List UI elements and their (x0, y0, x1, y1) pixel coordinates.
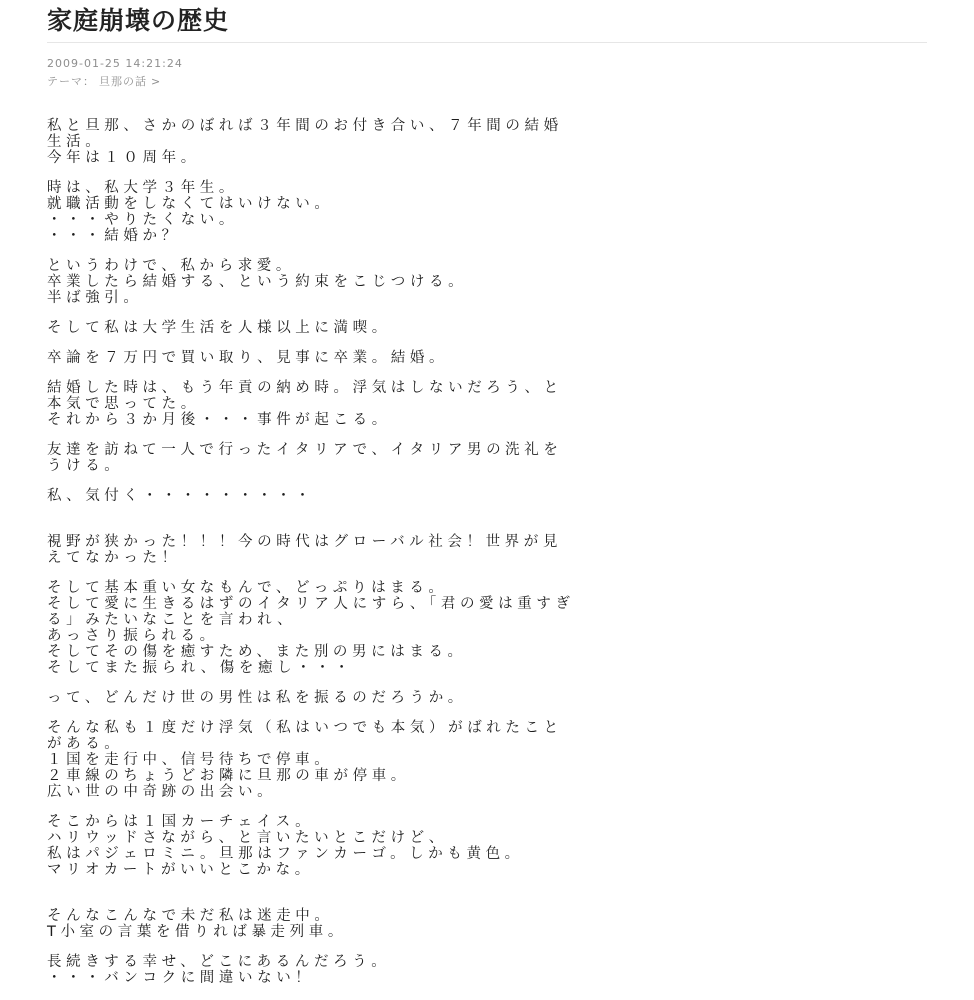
body-line: 長続きする幸せ、どこにあるんだろう。 (47, 954, 391, 970)
body-line: る」みたいなことを言われ、 (47, 612, 297, 628)
body-line: １国を走行中、信号待ちで停車。 (47, 752, 334, 768)
body-line: 広い世の中奇跡の出会い。 (47, 784, 277, 800)
body-line: えてなかった！ (47, 550, 181, 566)
body-line: うける。 (47, 458, 124, 474)
body-line: 生活。 (47, 134, 105, 150)
body-line: そしてその傷を癒すため、また別の男にはまる。 (47, 644, 467, 660)
body-paragraph (47, 720, 927, 800)
body-line: そこからは１国カーチェイス。 (47, 814, 315, 830)
body-line: 今年は１０周年。 (47, 150, 200, 166)
body-paragraph (47, 180, 927, 244)
body-paragraph (47, 954, 927, 986)
body-line: マリオカートがいいとこかな。 (47, 862, 314, 878)
theme-link[interactable]: 旦那の話 (99, 75, 147, 88)
body-paragraph (47, 320, 927, 336)
body-line: というわけで、私から求愛。 (47, 258, 296, 274)
body-line: T小室の言葉を借りれば暴走列車。 (47, 924, 347, 940)
body-line: あっさり振られる。 (47, 628, 219, 644)
entry-body (47, 118, 927, 986)
body-line: ・・・やりたくない。 (47, 212, 238, 228)
body-line: 私、気付く・・・・・・・・・ (47, 488, 315, 504)
entry-theme (47, 73, 927, 91)
body-paragraph (47, 690, 927, 706)
body-line: 時は、私大学３年生。 (47, 180, 238, 196)
body-line: 私はパジェロミニ。旦那はファンカーゴ。しかも黄色。 (47, 846, 524, 862)
blog-entry (47, 0, 927, 1000)
body-line: 視野が狭かった！！！今の時代はグローバル社会！世界が見 (47, 534, 562, 550)
body-paragraph (47, 442, 927, 474)
body-line: がある。 (47, 736, 124, 752)
body-line: 本気で思ってた。 (47, 396, 200, 412)
body-line: 結婚した時は、もう年貢の納め時。浮気はしないだろう、と (47, 380, 563, 396)
body-line: って、どんだけ世の男性は私を振るのだろうか。 (47, 690, 467, 706)
body-line: 卒業したら結婚する、という約束をこじつける。 (47, 274, 468, 290)
body-line: そして基本重い女なもんで、どっぷりはまる。 (47, 580, 448, 596)
entry-datetime: 2009-01-25 14:21:24 (47, 57, 183, 70)
body-paragraph (47, 534, 927, 566)
body-line: そんなこんなで未だ私は迷走中。 (47, 908, 334, 924)
body-line: ハリウッドさながら、と言いたいとこだけど、 (47, 830, 448, 846)
entry-title: 家庭崩壊の歴史 (47, 6, 230, 35)
body-line: 友達を訪ねて一人で行ったイタリアで、イタリア男の洗礼を (47, 442, 563, 458)
body-line: 半ば強引。 (47, 290, 143, 306)
body-line: ・・・バンコクに間違いない！ (47, 970, 315, 986)
body-paragraph (47, 488, 927, 504)
body-line: そしてまた振られ、傷を癒し・・・ (47, 660, 354, 676)
blank-line (47, 892, 927, 908)
body-line: 私と旦那、さかのぼれば３年間のお付き合い、７年間の結婚 (47, 118, 563, 134)
body-line: 就職活動をしなくてはいけない。 (47, 196, 334, 212)
theme-prefix: テーマ： (47, 75, 95, 88)
body-paragraph (47, 814, 927, 878)
body-line: そして愛に生きるはずのイタリア人にすら、「君の愛は重すぎ (47, 596, 575, 612)
body-line: そして私は大学生活を人様以上に満喫。 (47, 320, 391, 336)
entry-meta (47, 55, 927, 91)
blank-line (47, 518, 927, 534)
body-paragraph (47, 350, 927, 366)
title-divider (47, 42, 927, 43)
body-line: 卒論を７万円で買い取り、見事に卒業。結婚。 (47, 350, 449, 366)
body-line: それから３か月後・・・事件が起こる。 (47, 412, 391, 428)
body-paragraph (47, 380, 927, 428)
body-line: そんな私も１度だけ浮気（私はいつでも本気）がばれたこと (47, 720, 563, 736)
body-paragraph (47, 258, 927, 306)
body-line: ・・・結婚か？ (47, 228, 181, 244)
body-paragraph (47, 118, 927, 166)
body-paragraph (47, 580, 927, 676)
body-paragraph (47, 908, 927, 940)
body-line: ２車線のちょうどお隣に旦那の車が停車。 (47, 768, 410, 784)
chevron-right-icon: > (151, 75, 162, 88)
